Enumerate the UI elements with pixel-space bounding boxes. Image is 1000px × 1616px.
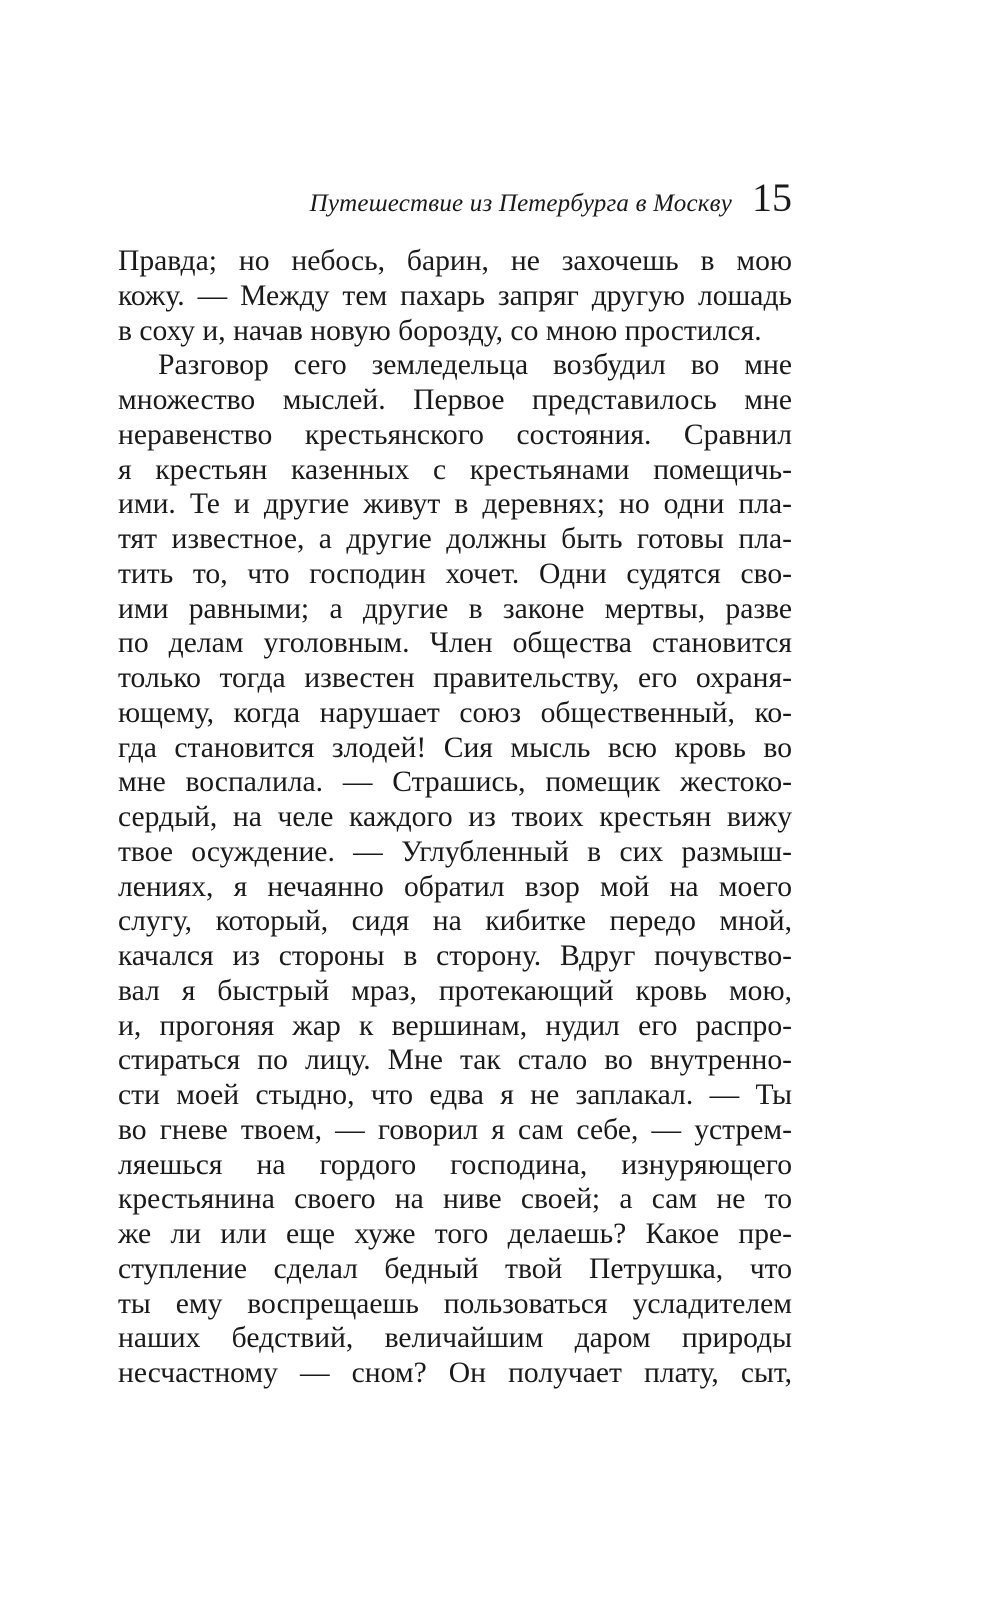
text-line: ими. Те и другие живут в деревнях; но одни пла- — [118, 488, 792, 521]
page-number: 15 — [752, 175, 792, 220]
text-line: и, прогоняя жар к вершинам, нудил его распро- — [118, 1009, 792, 1042]
text-line: мне воспалила. — Страшись, помещик жестоко- — [118, 766, 792, 799]
text-line: крестьянина своего на ниве своей; а сам не то — [118, 1183, 792, 1216]
text-line: вал я быстрый мраз, протекающий кровь мою, — [118, 974, 792, 1007]
text-line: тят известное, а другие должны быть готовы пла- — [118, 523, 792, 555]
text-line: несчастному — сном? Он получает плату, сыт, — [118, 1357, 792, 1389]
text-line: в соху и, начав новую борозду, со мною простился. — [118, 314, 762, 347]
text-line: неравенство крестьянского состояния. Сравнил — [118, 418, 792, 451]
text-line: стираться по лицу. Мне так стало во внутренно- — [118, 1044, 792, 1077]
text-line: тить то, что господин хочет. Одни судятся сво- — [118, 557, 792, 590]
text-line: множество мыслей. Первое представилось мне — [118, 384, 792, 416]
text-line: ими равными; а другие в законе мертвы, разве — [118, 592, 792, 625]
text-line: во гневе твоем, — говорил я сам себе, — устрем- — [118, 1113, 792, 1146]
text-line: гда становится злодей! Сия мысль всю кровь во — [118, 731, 792, 764]
text-line: твое осуждение. — Углубленный в сих размыш- — [118, 835, 792, 868]
text-line: сти моей стыдно, что едва я не заплакал. — Ты — [118, 1079, 792, 1111]
text-line: лениях, я нечаянно обратил взор мой на моего — [118, 870, 792, 903]
text-line: только тогда известен правительству, его охраня- — [118, 662, 792, 694]
text-line: я крестьян казенных с крестьянами помещичь- — [118, 453, 792, 486]
running-head — [118, 175, 792, 228]
text-line: кожу. — Между тем пахарь запряг другую лошадь — [118, 279, 792, 312]
text-line: ющему, когда нарушает союз общественный, ко- — [118, 696, 792, 729]
text-line: ступление сделал бедный твой Петрушка, что — [118, 1252, 792, 1285]
text-line: Правда; но небось, барин, не захочешь в мою — [118, 245, 792, 277]
text-line: же ли или еще хуже того делаешь? Какое пре- — [118, 1218, 792, 1250]
text-line: ты ему воспрещаешь пользоваться усладителем — [118, 1287, 792, 1320]
text-line: Разговор сего земледельца возбудил во мне — [158, 349, 792, 382]
text-line: качался из стороны в сторону. Вдруг почувство- — [118, 940, 792, 972]
text-line: слугу, который, сидя на кибитке передо мной, — [118, 905, 792, 938]
text-line: по делам уголовным. Член общества становится — [118, 627, 792, 660]
text-line: сердый, на челе каждого из твоих крестьян вижу — [118, 801, 792, 833]
text-line: ляешься на гордого господина, изнуряющего — [118, 1148, 792, 1181]
body-text — [118, 244, 792, 1391]
running-head-title: Путешествие из Петербурга в Москву — [309, 190, 732, 217]
text-line: наших бедствий, величайшим даром природы — [118, 1322, 792, 1355]
